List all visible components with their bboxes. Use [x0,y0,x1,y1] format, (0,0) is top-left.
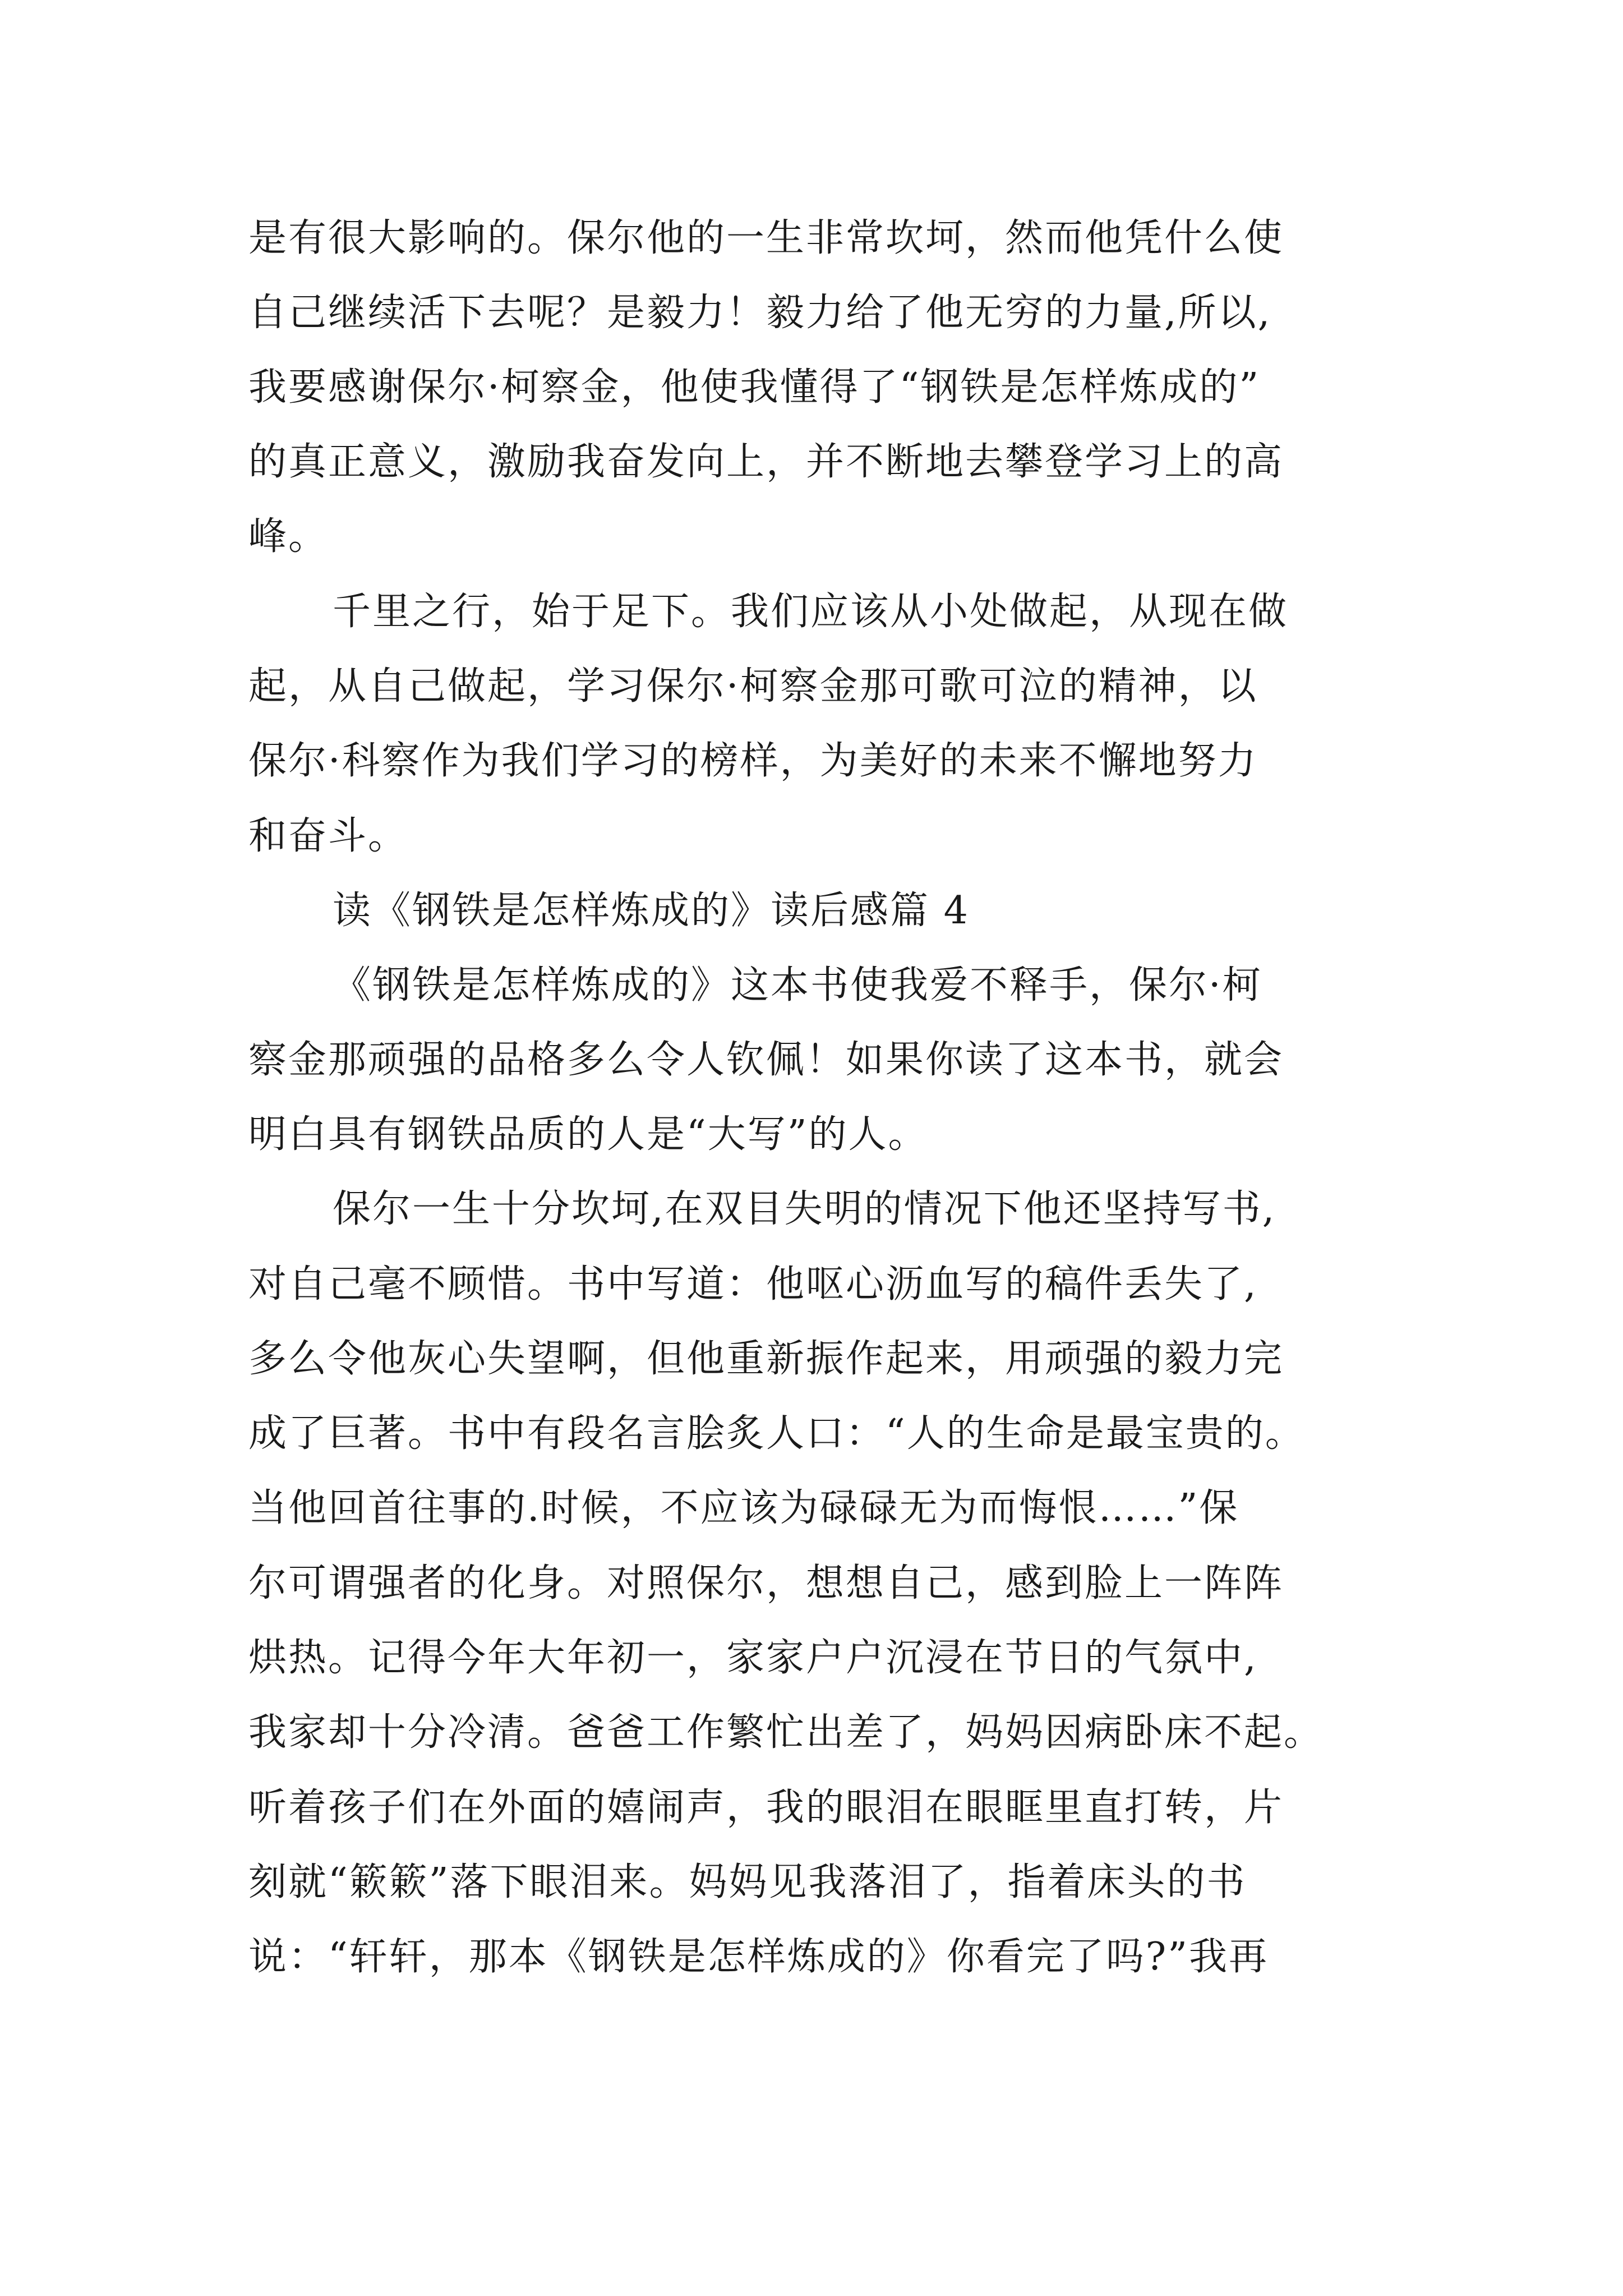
text-line: 当他回首往事的.时候，不应该为碌碌无为而悔恨……”保 [248,1486,1239,1530]
text-line: 刻就“簌簌”落下眼泪来。妈妈见我落泪了，指着床头的书 [248,1860,1247,1904]
text-line: 我要感谢保尔·柯察金，他使我懂得了“钢铁是怎样炼成的” [248,365,1261,409]
text-line: 是有很大影响的。保尔他的一生非常坎坷，然而他凭什么使 [248,216,1284,260]
text-line: 成了巨著。书中有段名言脍炙人口：“人的生命是最宝贵的。 [248,1411,1305,1456]
section-heading: 读《钢铁是怎样炼成的》读后感篇 4 [333,889,970,933]
paragraph-first-line: 《钢铁是怎样炼成的》这本书使我爱不释手，保尔·柯 [333,963,1262,1007]
text-line: 多么令他灰心失望啊，但他重新振作起来，用顽强的毅力完 [248,1337,1284,1381]
text-line: 自己继续活下去呢？是毅力！毅力给了他无穷的力量,所以, [248,291,1272,335]
text-line: 我家却十分冷清。爸爸工作繁忙出差了，妈妈因病卧床不起。 [248,1710,1324,1755]
text-line: 尔可谓强者的化身。对照保尔，想想自己，感到脸上一阵阵 [248,1561,1284,1605]
text-line: 保尔·科察作为我们学习的榜样，为美好的未来不懈地努力 [248,739,1258,783]
text-line: 峰。 [248,514,329,559]
text-line: 对自己毫不顾惜。书中写道：他呕心沥血写的稿件丢失了, [248,1262,1258,1306]
text-line: 明白具有钢铁品质的人是“大写”的人。 [248,1112,928,1157]
text-line: 烘热。记得今年大年初一，家家户户沉浸在节日的气氛中, [248,1636,1258,1680]
text-line: 察金那顽强的品格多么令人钦佩！如果你读了这本书，就会 [248,1038,1284,1082]
text-line: 和奋斗。 [248,814,408,858]
text-line: 说：“轩轩，那本《钢铁是怎样炼成的》你看完了吗?”我再 [248,1935,1269,1979]
text-line: 起，从自己做起，学习保尔·柯察金那可歌可泣的精神，以 [248,664,1258,708]
text-line: 的真正意义，激励我奋发向上，并不断地去攀登学习上的高 [248,440,1284,484]
text-line: 听着孩子们在外面的嬉闹声，我的眼泪在眼眶里直打转，片 [248,1786,1284,1830]
paragraph-first-line: 保尔一生十分坎坷,在双目失明的情况下他还坚持写书, [333,1187,1276,1231]
paragraph-first-line: 千里之行，始于足下。我们应该从小处做起，从现在做 [333,590,1289,634]
